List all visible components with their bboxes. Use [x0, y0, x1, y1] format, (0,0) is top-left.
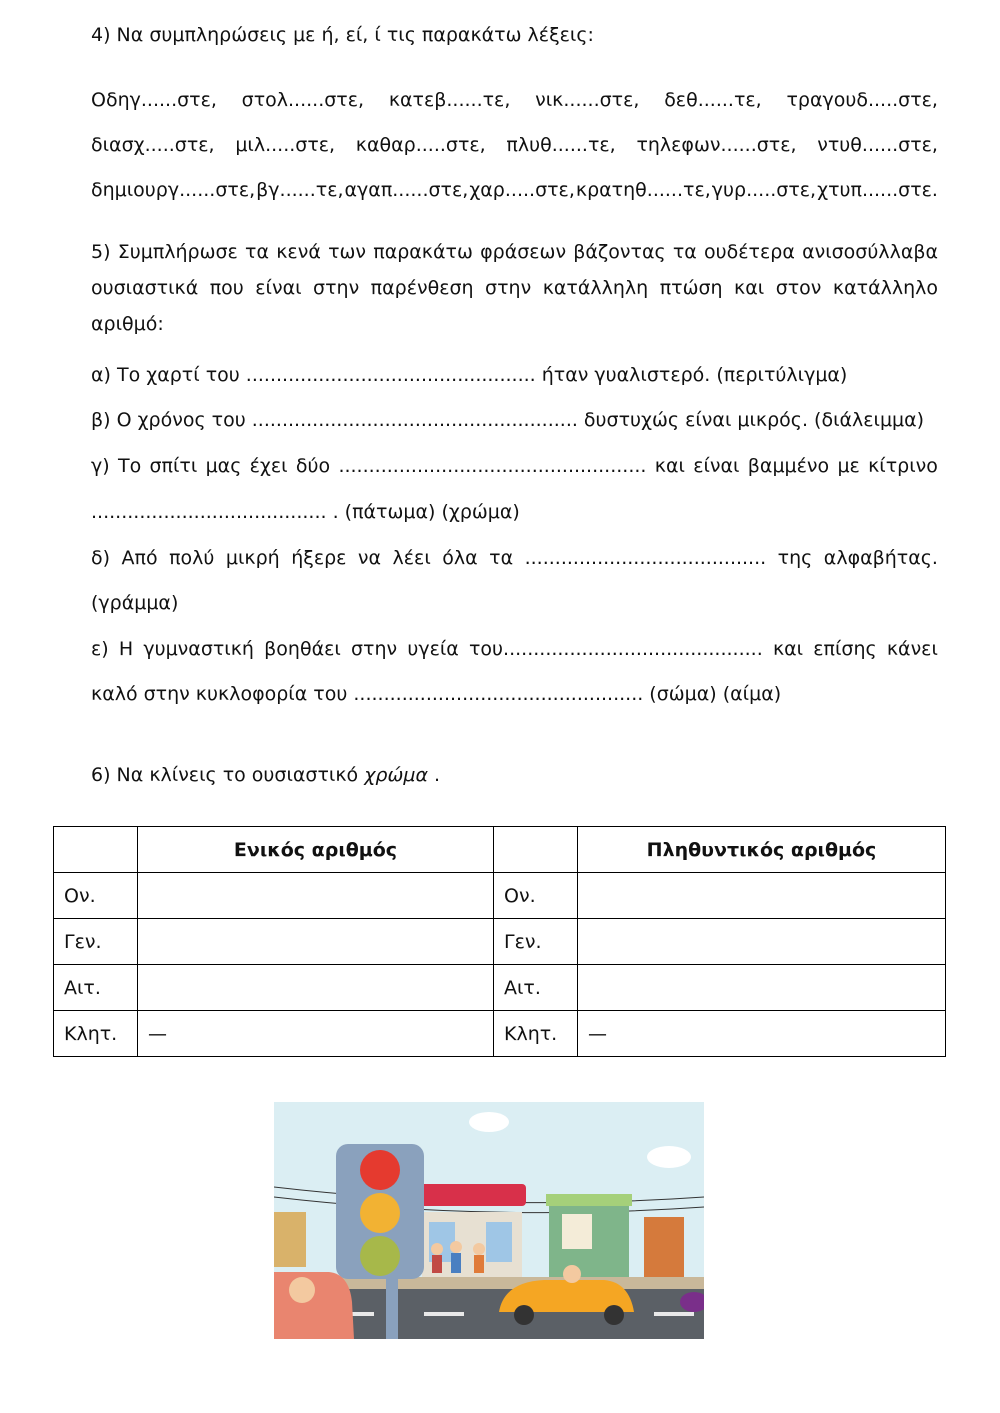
word-blank: χαρ.....στε, — [469, 179, 575, 201]
word: Η — [118, 638, 134, 660]
word: Από — [121, 547, 158, 569]
title-suffix: . — [428, 764, 441, 786]
driver-figure — [289, 1277, 315, 1303]
answer-cell[interactable] — [138, 919, 494, 965]
answer-cell: — — [578, 1011, 946, 1057]
child-figure — [432, 1255, 442, 1273]
word-blank: τηλεφων......στε, — [636, 134, 797, 156]
street-scene-svg — [274, 1102, 704, 1339]
word: κίτρινο — [868, 455, 938, 477]
answer-blank: ........................................ — [524, 547, 767, 569]
child-figure — [431, 1243, 443, 1255]
title-word: χρώμα — [364, 764, 429, 786]
exercise-6-title — [91, 764, 440, 786]
exercise-5-item-c-cont: ....................................... . (πάτωμα) (χρώμα) — [91, 501, 520, 523]
word-blank: βγ......τε, — [256, 179, 344, 201]
case-label: Κλητ. — [494, 1011, 578, 1057]
answer-cell[interactable] — [578, 873, 946, 919]
table-row — [54, 1011, 946, 1057]
answer-cell[interactable] — [578, 919, 946, 965]
word: βοηθάει — [264, 638, 341, 660]
answer-cell[interactable] — [138, 873, 494, 919]
word: γυμναστική — [143, 638, 254, 660]
house-left — [274, 1212, 306, 1267]
shop-window — [562, 1214, 592, 1249]
word-blank: διασχ.....στε, — [91, 134, 215, 156]
left-car — [274, 1272, 354, 1339]
child-figure — [450, 1241, 462, 1253]
exercise-5-item-a: α) Το χαρτί του ................................................ ήταν γυαλιστερό. (περιτύλιγμα) — [91, 364, 848, 386]
word: γ) — [91, 455, 110, 477]
word: και — [772, 638, 804, 660]
word: δ) — [91, 547, 111, 569]
word: είναι — [693, 455, 740, 477]
exercise-5-item-e-cont: καλό στην κυκλοφορία του ................................................ (σώμα) (αίμα) — [91, 683, 782, 705]
word: Το — [117, 455, 142, 477]
word-blank: δημιουργ......στε, — [91, 179, 256, 201]
exercise-4-line-3 — [91, 179, 938, 201]
title-text: 6) Να κλίνεις το ουσιαστικό — [91, 764, 365, 786]
word: ήξερε — [291, 547, 347, 569]
table-row — [54, 919, 946, 965]
word: πολύ — [169, 547, 215, 569]
exercise-4-line-2 — [91, 134, 938, 156]
child-figure — [451, 1253, 461, 1273]
singular-header: Ενικός αριθμός — [138, 827, 494, 873]
word-blank: κατεβ......τε, — [388, 89, 511, 111]
word: στην — [351, 638, 398, 660]
cloud — [469, 1112, 509, 1132]
word-blank: στολ......στε, — [241, 89, 365, 111]
cloud — [647, 1146, 691, 1168]
case-label: Ον. — [494, 873, 578, 919]
child-figure — [473, 1243, 485, 1255]
exercise-5-item-d-cont: (γράμμα) — [91, 592, 179, 614]
word: τα — [489, 547, 514, 569]
table-header-row — [54, 827, 946, 873]
driver-figure — [563, 1265, 581, 1283]
word: να — [357, 547, 382, 569]
word: λέει — [392, 547, 431, 569]
exercise-4-title: 4) Να συμπληρώσεις με ή, εί, ί τις παρακάτω λέξεις: — [91, 24, 594, 46]
word: βαμμένο — [747, 455, 830, 477]
word: υγεία — [407, 638, 459, 660]
word-blank: δεθ......τε, — [664, 89, 762, 111]
word-blank: Οδηγ......στε, — [91, 89, 217, 111]
exercise-5-item-d — [91, 547, 938, 569]
word: της — [777, 547, 813, 569]
green-shop-roof — [546, 1194, 632, 1206]
word: κάνει — [886, 638, 938, 660]
traffic-light-green — [360, 1236, 400, 1276]
word: αλφαβήτας. — [823, 547, 938, 569]
table-cell — [494, 827, 578, 873]
word-blank: γυρ.....στε, — [711, 179, 817, 201]
answer-blank: ................................................... — [338, 455, 647, 477]
traffic-light-pole — [386, 1272, 398, 1339]
word: με — [837, 455, 860, 477]
word-blank: νικ......στε, — [535, 89, 640, 111]
word: μικρή — [225, 547, 280, 569]
traffic-light-yellow — [360, 1193, 400, 1233]
exercise-5-title: 5) Συμπλήρωσε τα κενά των παρακάτω φράσεων βάζοντας τα ουδέτερα ανισοσύλλαβα ουσιαστικά που είναι στην παρένθεση στην κατάλληλη πτώση και στον κατάλληλο αριθμό: — [91, 241, 938, 335]
street-illustration — [274, 1102, 704, 1339]
case-label: Αιτ. — [54, 965, 138, 1011]
traffic-light-red — [360, 1150, 400, 1190]
answer-blank: του........................................... — [468, 638, 763, 660]
car-wheel — [514, 1305, 534, 1325]
exercise-5-item-c — [91, 455, 938, 477]
case-label: Γεν. — [494, 919, 578, 965]
word: και — [654, 455, 685, 477]
table-row — [54, 965, 946, 1011]
shop-window — [486, 1222, 512, 1262]
case-label: Γεν. — [54, 919, 138, 965]
exercise-4-line-1 — [91, 89, 938, 111]
word: δύο — [295, 455, 331, 477]
table-cell — [54, 827, 138, 873]
word: έχει — [249, 455, 288, 477]
word: ε) — [91, 638, 109, 660]
table-row — [54, 873, 946, 919]
case-label: Κλητ. — [54, 1011, 138, 1057]
plural-header: Πληθυντικός αριθμός — [578, 827, 946, 873]
word-blank: ντυθ......στε, — [817, 134, 938, 156]
answer-cell[interactable] — [578, 965, 946, 1011]
word: επίσης — [813, 638, 877, 660]
word-blank: καθαρ.....στε, — [355, 134, 486, 156]
exercise-5-item-b: β) Ο χρόνος του ...................................................... δυστυχώς είναι μικρός. (διάλειμμα) — [91, 409, 925, 431]
case-label: Ον. — [54, 873, 138, 919]
road-marking — [424, 1312, 464, 1316]
exercise-5-item-e — [91, 638, 938, 660]
road-marking — [654, 1312, 694, 1316]
answer-cell: — — [138, 1011, 494, 1057]
word-blank: αγαπ......στε, — [344, 179, 469, 201]
word-blank: κρατηθ......τε, — [575, 179, 711, 201]
shop-awning — [414, 1184, 526, 1206]
car-wheel — [604, 1305, 624, 1325]
word-blank: μιλ.....στε, — [235, 134, 336, 156]
word: σπίτι — [149, 455, 198, 477]
word: όλα — [442, 547, 478, 569]
word-blank: πλυθ......τε, — [506, 134, 616, 156]
word: μας — [205, 455, 242, 477]
child-figure — [474, 1255, 484, 1273]
word-blank: χτυπ......στε. — [817, 179, 938, 201]
declension-table — [53, 826, 946, 1057]
case-label: Αιτ. — [494, 965, 578, 1011]
answer-cell[interactable] — [138, 965, 494, 1011]
right-house — [644, 1217, 684, 1277]
word-blank: τραγουδ.....στε, — [786, 89, 938, 111]
